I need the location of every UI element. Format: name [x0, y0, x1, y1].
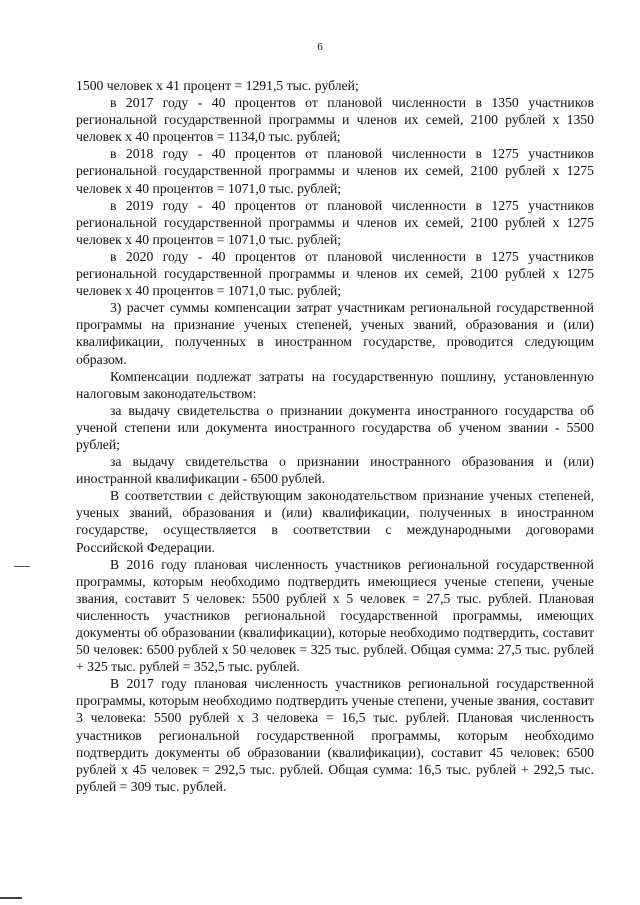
page-number: 6 — [317, 41, 323, 53]
margin-mark — [14, 566, 30, 567]
paragraph-fee-education: за выдачу свидетельства о признании иностранного образования и (или) иностранной квалификации - 6500 рублей. — [76, 454, 594, 487]
paragraph-2018-compensation: в 2018 году - 40 процентов от плановой численности в 1275 участников региональной государственной программы и членов их семей, 2100 рублей х 1275 человек х 40 процентов = 1071,0 тыс. рублей; — [76, 146, 594, 196]
paragraph-compensation-intro: Компенсации подлежат затраты на государственную пошлину, установленную налоговым законодательством: — [76, 368, 594, 401]
paragraph-2017-plan: В 2017 году плановая численность участников региональной государственной программы, которым необходимо подтвердить ученые степени, ученые звания, составит 3 человека: 5500 рублей х 3 человека = 16,5 тыс. рублей. Плановая численность участников региональной государственной программы, которым необходимо подтвердить документы об образовании (квалификации), составит 45 человек: 6500 рублей х 45 человек = 292,5 тыс. рублей. Общая сумма: 16,5 тыс. рублей + 292,5 тыс. рублей = 309 тыс. рублей. — [76, 676, 594, 794]
paragraph-2020-compensation: в 2020 году - 40 процентов от плановой численности в 1275 участников региональной государственной программы и членов их семей, 2100 рублей х 1275 человек х 40 процентов = 1071,0 тыс. рублей; — [76, 248, 594, 299]
paragraph-fee-degree: за выдачу свидетельства о признании документа иностранного государства об ученой степени или документа иностранного государства об ученом звании - 5500 рублей; — [76, 402, 594, 452]
document-body — [76, 77, 594, 795]
paragraph-item-3: 3) расчет суммы компенсации затрат участникам региональной государственной программы на признание ученых степеней, ученых званий, образования и (или) квалификации, полученных в иностранном государстве, проводится следующим образом. — [76, 300, 594, 367]
paragraph-2019-compensation: в 2019 году - 40 процентов от плановой численности в 1275 участников региональной государственной программы и членов их семей, 2100 рублей х 1275 человек х 40 процентов = 1071,0 тыс. рублей; — [76, 197, 594, 247]
paragraph-2016-plan: В 2016 году плановая численность участников региональной государственной программы, которым необходимо подтвердить имеющиеся ученые степени, ученые звания, составит 5 человек: 5500 рублей х 5 человек = 27,5 тыс. рублей. Плановая численность участников региональной государственной программы, имеющих документы об образовании (квалификации), которые необходимо подтвердить, составит 50 человек: 6500 рублей х 50 человек = 325 тыс. рублей. Общая сумма: 27,5 тыс. рублей + 325 тыс. рублей = 352,5 тыс. рублей. — [76, 556, 594, 675]
paragraph-2016-continuation: 1500 человек х 41 процент = 1291,5 тыс. рублей; — [76, 78, 359, 93]
scan-edge-mark — [0, 897, 22, 899]
paragraph-legislation: В соответствии с действующим законодательством признание ученых степеней, ученых званий, образования и (или) квалификации, полученных в иностранном государстве, осуществляется в соответствии с международными договорами Российской Федерации. — [76, 488, 594, 555]
paragraph-2017-compensation: в 2017 году - 40 процентов от плановой численности в 1350 участников региональной государственной программы и членов их семей, 2100 рублей х 1350 человек х 40 процентов = 1134,0 тыс. рублей; — [76, 95, 594, 145]
